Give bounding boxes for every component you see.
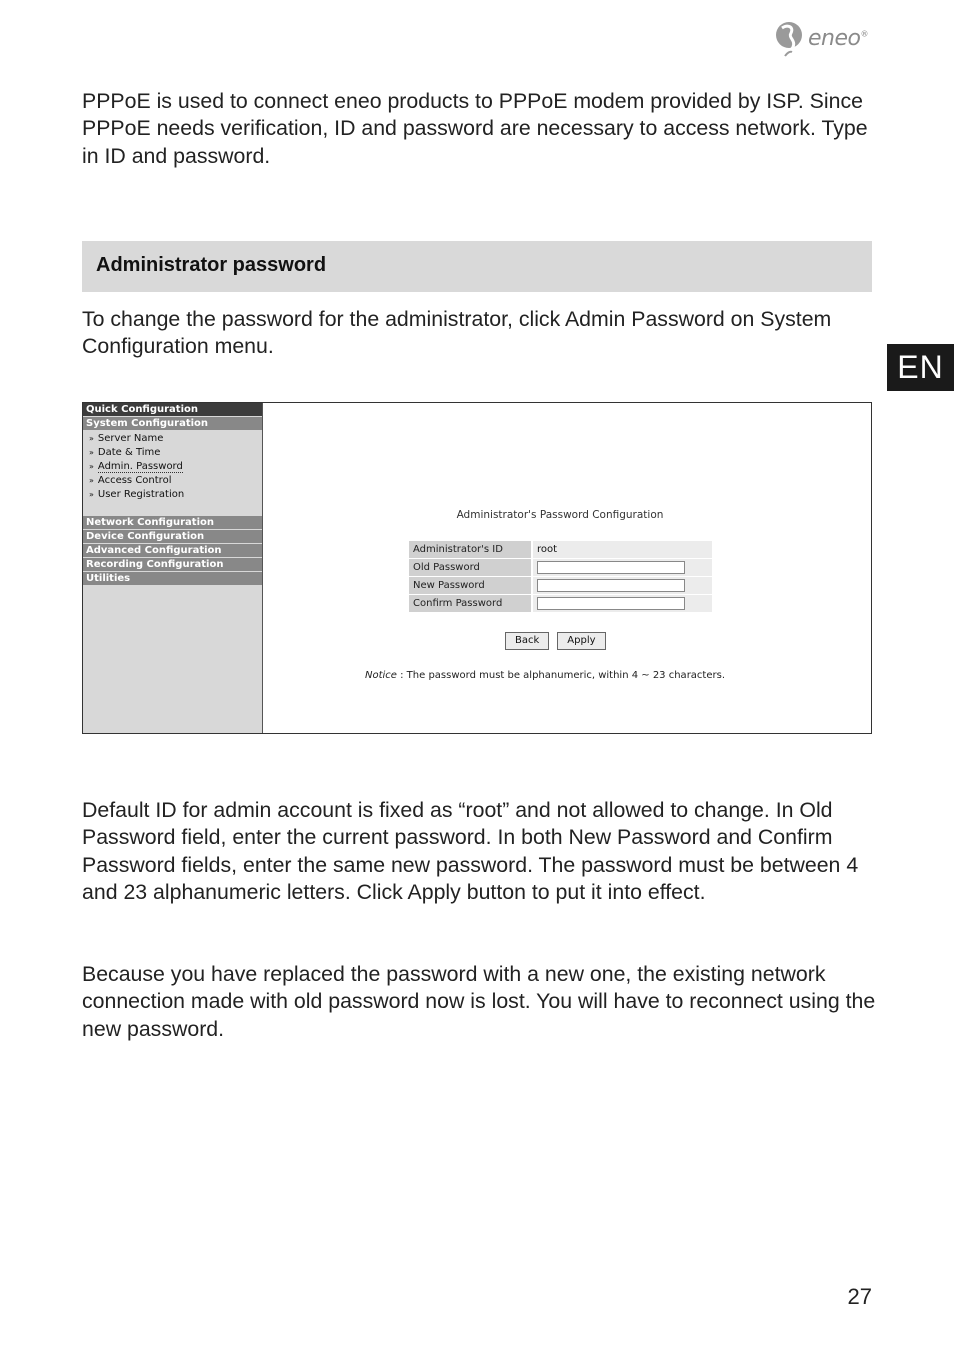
- old-password-label: Old Password: [409, 559, 533, 576]
- notice-prefix: Notice: [365, 670, 397, 681]
- old-password-input[interactable]: [537, 561, 685, 574]
- menu-device-configuration[interactable]: Device Configuration: [83, 530, 262, 544]
- new-password-label: New Password: [409, 577, 533, 594]
- menu-advanced-configuration[interactable]: Advanced Configuration: [83, 544, 262, 558]
- pppoe-paragraph: PPPoE is used to connect eneo products to PPPoE modem provided by ISP. Since PPPoE needs verification, ID and password are necessary to access network. Type in ID and password.: [82, 89, 868, 168]
- submenu-access-control[interactable]: » Access Control: [89, 475, 172, 486]
- admin-id-row: [409, 541, 712, 559]
- section-title: Administrator password: [96, 254, 327, 276]
- old-password-row: [409, 559, 712, 577]
- new-password-input[interactable]: [537, 579, 685, 592]
- page-number: 27: [847, 1284, 872, 1309]
- default-id-paragraph: Default ID for admin account is fixed as “root” and not allowed to change. In Old Password field, enter the current password. In both New Password and Confirm Password fields, enter the same new password. The password must be between 4 and 23 alphanumeric letters. Click Apply button to put it into effect.: [82, 798, 859, 904]
- config-sidebar: [83, 403, 263, 733]
- confirm-password-input[interactable]: [537, 597, 685, 610]
- new-password-row: [409, 577, 712, 595]
- eneo-logo: [774, 16, 884, 60]
- language-tab: EN: [887, 344, 954, 391]
- menu-network-configuration[interactable]: Network Configuration: [83, 516, 262, 530]
- menu-quick-configuration[interactable]: Quick Configuration: [83, 403, 262, 417]
- back-button[interactable]: Back: [505, 632, 549, 650]
- menu-recording-configuration[interactable]: Recording Configuration: [83, 558, 262, 572]
- intro-paragraph: To change the password for the administrator, click Admin Password on System Configuration menu.: [82, 307, 832, 359]
- confirm-password-label: Confirm Password: [409, 595, 533, 612]
- logo-text: eneo®: [808, 25, 868, 51]
- submenu-date-time[interactable]: » Date & Time: [89, 447, 161, 458]
- menu-system-configuration[interactable]: System Configuration: [83, 417, 262, 431]
- submenu-server-name[interactable]: » Server Name: [89, 433, 164, 444]
- double-chevron-icon: »: [89, 476, 94, 485]
- form-buttons: [505, 632, 606, 650]
- eneo-globe-icon: [774, 18, 806, 58]
- password-form: [409, 541, 712, 613]
- admin-password-screenshot: [82, 402, 872, 734]
- admin-id-value: root: [533, 541, 712, 558]
- double-chevron-icon: »: [89, 490, 94, 499]
- password-notice: [365, 670, 725, 681]
- apply-button[interactable]: Apply: [557, 632, 605, 650]
- double-chevron-icon: »: [89, 462, 94, 471]
- form-title: Administrator's Password Configuration: [456, 509, 664, 521]
- double-chevron-icon: »: [89, 448, 94, 457]
- reconnect-paragraph: Because you have replaced the password with a new one, the existing network connection made with old password now is lost. You will have to reconnect using the new password.: [82, 962, 876, 1041]
- confirm-password-row: [409, 595, 712, 613]
- section-header: [82, 241, 872, 292]
- menu-utilities[interactable]: Utilities: [83, 572, 262, 586]
- double-chevron-icon: »: [89, 434, 94, 443]
- admin-id-label: Administrator's ID: [409, 541, 533, 558]
- system-submenu: [83, 431, 262, 504]
- notice-text: : The password must be alphanumeric, within 4 ~ 23 characters.: [396, 670, 725, 681]
- submenu-admin-password[interactable]: » Admin. Password: [89, 461, 183, 472]
- submenu-user-registration[interactable]: » User Registration: [89, 489, 185, 500]
- config-main-panel: [263, 403, 871, 733]
